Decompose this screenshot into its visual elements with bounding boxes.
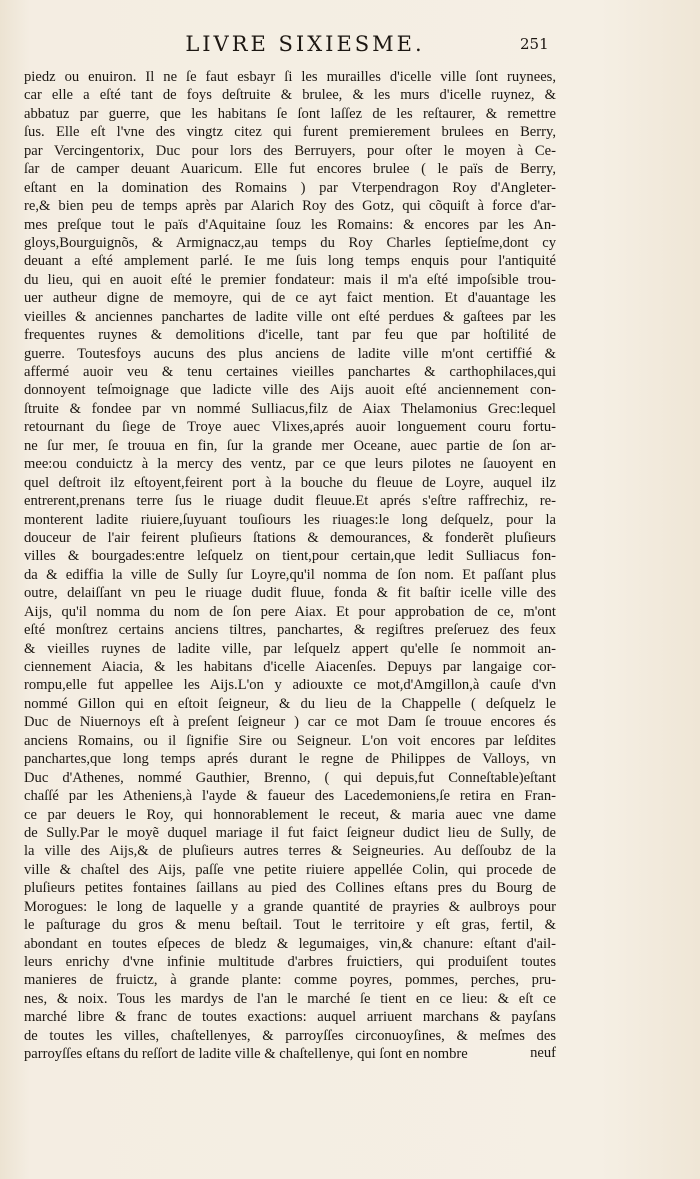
text-line: leurs enrichy d'vne infinie multitude d'arbres fruictiers, qui produiſent toutes [24,954,556,970]
text-line: marché libre & franc de toutes exactions: auquel arriuent marchans & payſans [24,1009,556,1026]
catchword: neuf [530,1045,556,1061]
text-line: chaſſé par les Atheniens,à l'ayde & faueur des Lacedemoniens,ſe retira en Fran- [24,788,556,805]
text-line: de Sully.Par le moyẽ duquel mariage il fut faict ſeigneur dudict lieu de Sully, de [24,824,556,841]
text-line: Duc d'Athenes, nommé Gauthier, Brenno, ( qui depuis,fut Conneſtable)eſtant [24,769,556,786]
text-line: ſar de camper deuant Auaricum. Elle fut encores brulee ( le païs de Berry, [24,161,556,178]
text-line: affermé auoir veu & tenu certaines vieilles panchartes & carthophilaces,qui [24,364,556,380]
text-line: ville & chaſtel des Aijs, paſſe vne petite riuiere appellée Colin, qui procede de [24,861,556,878]
running-head [0,32,700,58]
text-line: douceur de l'air feirent pluſieurs ſtations & demourances, & fonderẽt pluſieurs [24,529,556,546]
text-line: mes preſque tout le païs d'Aquitaine ſouz les Romains: & encores par les An- [24,216,556,233]
text-line: du lieu, qui en auoit eſté le premier fondateur: mais il m'a eſté impoſsible trou- [24,271,556,288]
text-line: villes & bourgades:entre leſquelz on tient,pour certain,que ledit Sulliacus fon- [24,548,556,565]
text-line: la ville des Aijs,& de pluſieurs autres terres & Seigneuries. Au deſſoubz de la [24,843,556,860]
running-title: LIVRE SIXIESME. [185,32,425,56]
text-line: panchartes,que long temps aprés durant le regne de Philippes de Valloys, vn [24,751,556,768]
text-line: abbatuz par guerre, que les habitans ſe ſont laſſez de les reſtaurer, & remettre [24,105,556,122]
text-line: outre, delaiſſant vn peu le riuage dudit fluue, fonda & fit baſtir icelle ville des [24,585,556,602]
text-line: Morogues: le long de laquelle y a grande quantité de prayries & aulbroys pour [24,898,556,915]
text-line: abondant en toutes eſpeces de bledz & legumaiges, vin,& chanure: eſtant d'ail- [24,935,556,952]
text-line: anciens Romains, ou il ſignifie Sire ou Seigneur. L'on voit encores par leſdites [24,732,556,749]
text-line: de toutes les villes, chaſtellenyes, & parroyſſes circonuoyſines, & meſmes des [24,1027,556,1044]
text-line: Aijs, qu'il nomma du nom de ſon pere Aiax. Et pour approbation de ce, m'ont [24,603,556,620]
text-line: Duc de Niuernoys eſt à preſent ſeigneur ) car ce mot Dam ſe trouue encores és [24,714,556,731]
text-line: guerre. Toutesfoys aucuns des plus anciens de ladite ville m'ont certiffié & [24,345,556,362]
text-line: ne ſur mer, ſe trouua en fin, ſur la grande mer Oceane, auec partie de ſon ar- [24,437,556,454]
text-line: vieilles & anciennes panchartes de ladite ville ont eſté perdues & gaſtees par les [24,308,556,325]
text-line: manieres de fruictz, à grande plante: comme poyres, pommes, perches, pru- [24,972,556,989]
text-line: ce par deuers le Roy, qui honnorablement le receut, & maria auec vne dame [24,806,556,823]
text-line: da & ediffia la ville de Sully ſur Loyre,qu'il nomma de ſon nom. Et paſſant plus [24,566,556,583]
text-line: nommé Gillon qui en eſtoit ſeigneur, & du lieu de la Chappelle ( deſquelz le [24,695,556,712]
text-line: eſté monſtrez certains anciens tiltres, panchartes, & regiſtres preſeruez des feux [24,622,556,639]
text-line: piedz ou enuiron. Il ne ſe faut esbayr ſi les murailles d'icelle ville ſont ruynees, [24,69,556,85]
text-line: donnoyent teſmoignage que ladicte ville des Aijs auoit eſté anciennement con- [24,382,556,399]
text-line: ciennement Aiacia, & les habitans d'icelle Aiacenſes. Depuys par langaige cor- [24,659,556,675]
text-line: & vieilles ruynes de ladite ville, par leſquelz appert qu'elle ſe nommoit an- [24,640,556,657]
text-line: quel deſtroit ilz eſtoyent,feirent port à la bouche du fleuue de Loyre, auquel ilz [24,474,556,491]
text-line: mee:ou conduictz à la mercy des ventz, par ce que leurs pilotes ne ſauoyent en [24,456,556,473]
text-line: frequentes ruynes & demolitions d'icelle, tant par feu que par hoſtilité de [24,327,556,344]
text-line: re,& bien peu de temps après par Alarich Roy des Gotz, qui cõquiſt à force d'ar- [24,198,556,215]
text-line: gloys,Bourguignõs, & Armignacz,au temps du Roy Charles ſeptieſme,dont cy [24,234,556,251]
text-line: pluſieurs petites fontaines ſaillans au pied des Collines eſtans pres du Bourg de [24,880,556,897]
text-line: uer autheur digne de memoyre, qui de ce ayt faict mention. Et d'auantage les [24,290,556,307]
text-line: deuant a eſté amplement parlé. Ie me ſuis long temps enquis pour l'antiquité [24,253,556,270]
text-line: ſtruite & fondee par vn nommé Sulliacus,filz de Aiax Thelamonius Grec:lequel [24,400,556,417]
text-line: monterent ladite riuiere,ſuyuant touſiours les riuages:le long deſquelz, pour la [24,511,556,528]
text-line: parroyſſes eſtans du reſſort de ladite ville & chaſtellenye, qui ſont en nombre [24,1046,468,1063]
page-number: 251 [520,35,549,53]
text-line: le paſturage du gros & menu beſtail. Tout le territoire y eſt gras, fertil, & [24,917,556,934]
body-text [24,68,556,1064]
text-line: retournant du ſiege de Troye auec Vlixes,aprés auoir longuement couru fortu- [24,419,556,436]
text-line: eſtant en la domination des Romains ) par Vterpendragon Roy d'Angleter- [24,179,556,196]
text-line: car elle a eſté tant de foys deſtruite & brulee, & les murs d'icelle ruynez, & [24,87,556,104]
text-line: entrerent,prenans terre ſus le riuage dudit fleuue.Et aprés s'eſtre raffrechiz, re- [24,493,556,510]
text-line: par Vercingentorix, Duc pour lors des Berruyers, pour oſter le moyen à Ce- [24,142,556,159]
text-line: rompu,elle fut appellee les Aijs.L'on y adiouxte ce mot,d'Amgillon,à cauſe d'vn [24,677,556,694]
text-line: ſus. Elle eſt l'vne des vingtz citez qui furent premierement brulees en Berry, [24,124,556,141]
text-line: nes, & noix. Tous les mardys de l'an le marché ſe tient en ce lieu: & eſt ce [24,990,556,1007]
